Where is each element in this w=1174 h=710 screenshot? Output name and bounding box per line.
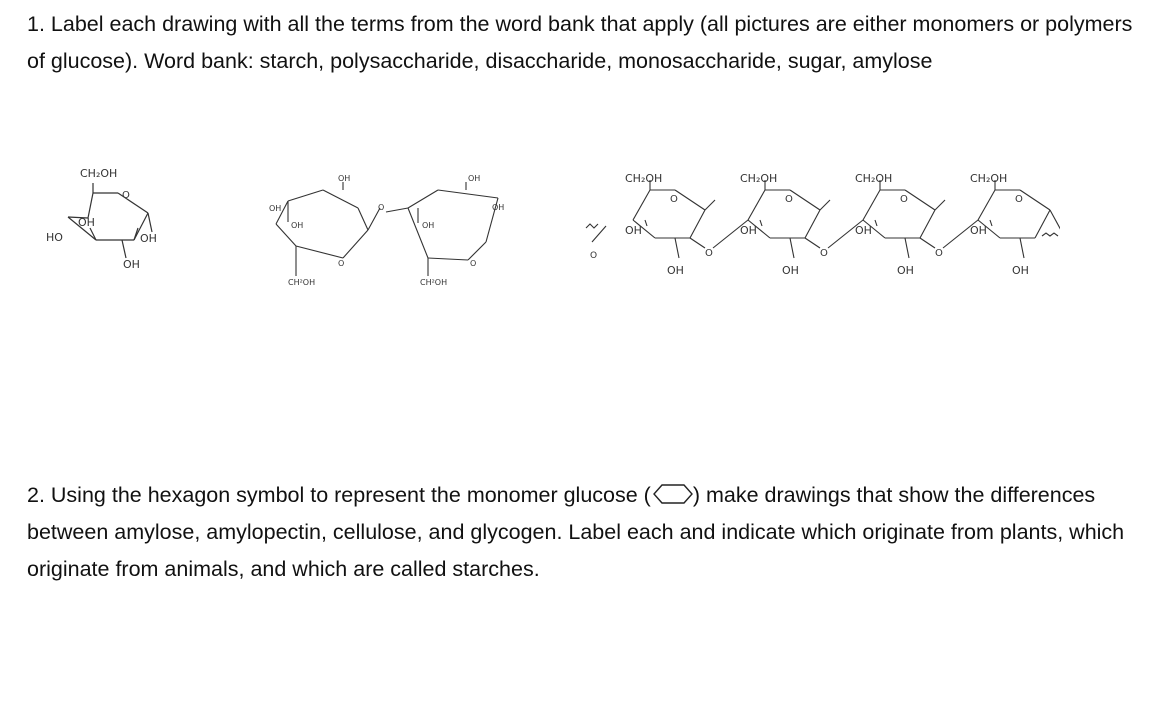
question-2 [27,477,1147,588]
ring-oxygen-label: O [900,194,908,205]
ring-oxygen-label: O [338,259,345,268]
ch2oh-label: CH₂OH [625,172,663,185]
amylose-chain-drawing [580,160,1060,290]
ch2oh-label: CH₂OH [855,172,893,185]
question-2-text-after: ) make drawings that show the differences between amylose, amylopectin, cellulose, and glycogen. Label each and indicate which originate from plants, which originate from animals, and which are called starches. [27,483,1125,581]
bridge-oxygen-label: O [378,203,385,212]
oh-label: OH [625,224,642,237]
link-oxygen-label: O [705,248,713,259]
glucose-unit [625,172,713,277]
glucose-unit [970,172,1029,277]
disaccharide-drawing [258,168,528,298]
oh-label: OH [78,216,95,229]
oh-label: OH [782,264,799,277]
end-oxygen-label: O [590,251,598,261]
oh-label: OH [269,204,282,213]
link-oxygen-label: O [820,248,828,259]
oh-label: OH [897,264,914,277]
ch2oh-label: CH²OH [288,278,316,287]
ring-oxygen-label: O [1015,194,1023,205]
ch2oh-label: CH₂OH [740,172,778,185]
question-2-text-before: 2. Using the hexagon symbol to represent the monomer glucose ( [27,483,651,507]
glucose-unit [855,172,943,277]
oh-label: OH [970,224,987,237]
glucose-unit [740,172,828,277]
ch2oh-label: CH₂OH [970,172,1008,185]
ring-oxygen-label: O [122,190,130,201]
oh-label: OH [1012,264,1029,277]
oh-label: OH [140,232,157,245]
ring-oxygen-label: O [470,259,477,268]
oh-label: OH [123,258,140,271]
ho-label: HO [46,231,63,244]
oh-label: OH [291,221,304,230]
ring-oxygen-label: O [670,194,678,205]
oh-label: OH [422,221,435,230]
glucose-monomer-drawing [40,160,180,290]
ch2oh-label: CH₂OH [80,167,118,180]
question-1: 1. Label each drawing with all the terms from the word bank that apply (all pictures are either monomers or polymers of glucose). Word bank: starch, polysaccharide, disaccharide, monosaccharide, sugar, amylose [27,12,1133,73]
ring-oxygen-label: O [785,194,793,205]
hexagon-icon [653,483,693,505]
oh-label: OH [492,203,505,212]
oh-label: OH [338,174,351,183]
oh-label: OH [468,174,481,183]
oh-label: OH [740,224,757,237]
ch2oh-label: CH²OH [420,278,448,287]
link-oxygen-label: O [935,248,943,259]
oh-label: OH [855,224,872,237]
oh-label: OH [667,264,684,277]
